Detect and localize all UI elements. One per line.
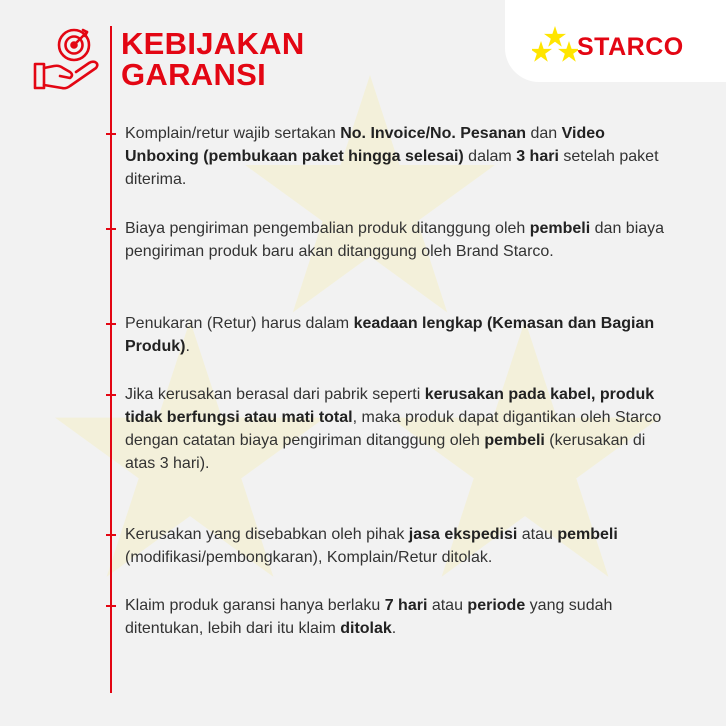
policy-item bbox=[125, 312, 670, 358]
policy-text: setelah paket diterima. bbox=[125, 148, 659, 188]
policy-item bbox=[125, 383, 670, 475]
policy-text: Biaya pengiriman pengembalian produk ditanggung oleh bbox=[125, 220, 530, 237]
policy-text: Komplain/retur wajib sertakan bbox=[125, 125, 341, 142]
title-line-2: GARANSI bbox=[121, 57, 267, 92]
policy-text-bold: pembeli bbox=[557, 526, 618, 543]
policy-text: Jika kerusakan berasal dari pabrik seperti bbox=[125, 386, 425, 403]
policy-text-bold: ditolak bbox=[340, 620, 392, 637]
policy-text: (modifikasi/pembongkaran), Komplain/Retur ditolak. bbox=[125, 549, 493, 566]
background-star-icon bbox=[245, 75, 495, 315]
brand-stars-icon bbox=[532, 26, 578, 62]
timeline-tick bbox=[106, 605, 116, 607]
policy-text: . bbox=[185, 338, 190, 355]
policy-item bbox=[125, 523, 670, 569]
policy-text: atau bbox=[427, 597, 468, 614]
policy-text-bold: keadaan lengkap (Kemasan dan Bagian Produk) bbox=[125, 315, 655, 355]
timeline-tick bbox=[106, 534, 116, 536]
policy-item bbox=[125, 122, 670, 191]
policy-text-bold: No. Invoice/No. Pesanan bbox=[340, 125, 527, 142]
policy-text-bold: jasa ekspedisi bbox=[408, 526, 518, 543]
policy-text-bold: Video Unboxing (pembukaan paket hingga selesai) bbox=[125, 125, 605, 165]
policy-text: , maka produk dapat digantikan oleh Starco dengan catatan biaya pengiriman ditanggung oleh bbox=[125, 409, 662, 449]
policy-text: . bbox=[391, 620, 397, 637]
policy-text-bold: periode bbox=[467, 597, 526, 614]
policy-text: yang sudah ditentukan, lebih dari itu klaim bbox=[125, 597, 613, 637]
timeline-line bbox=[110, 26, 112, 693]
policy-item bbox=[125, 594, 670, 640]
title-line-1: KEBIJAKAN bbox=[121, 26, 305, 61]
policy-item bbox=[125, 217, 670, 263]
brand-name: STARCO bbox=[577, 33, 684, 61]
policy-text: atau bbox=[517, 526, 558, 543]
policy-text-bold: 3 hari bbox=[516, 148, 559, 165]
policy-text: Kerusakan yang disebabkan oleh pihak bbox=[125, 526, 409, 543]
policy-text: Penukaran (Retur) harus dalam bbox=[125, 315, 354, 332]
policy-text-bold: kerusakan pada kabel, produk tidak berfungsi atau mati total bbox=[125, 386, 655, 426]
policy-text-bold: pembeli bbox=[529, 220, 591, 237]
policy-text-bold: 7 hari bbox=[384, 597, 428, 614]
policy-text: Klaim produk garansi hanya berlaku bbox=[125, 597, 385, 614]
hand-holding-target-icon bbox=[32, 26, 102, 92]
page-title bbox=[121, 28, 305, 90]
policy-text-bold: pembeli bbox=[484, 432, 545, 449]
policy-text: dan bbox=[526, 125, 562, 142]
policy-text: (kerusakan di atas 3 hari). bbox=[125, 432, 646, 472]
timeline-tick bbox=[106, 228, 116, 230]
timeline-tick bbox=[106, 394, 116, 396]
policy-text: dalam bbox=[463, 148, 517, 165]
policy-text: dan biaya pengiriman produk baru akan ditanggung oleh Brand Starco. bbox=[125, 220, 665, 260]
timeline-tick bbox=[106, 323, 116, 325]
timeline-tick bbox=[106, 133, 116, 135]
